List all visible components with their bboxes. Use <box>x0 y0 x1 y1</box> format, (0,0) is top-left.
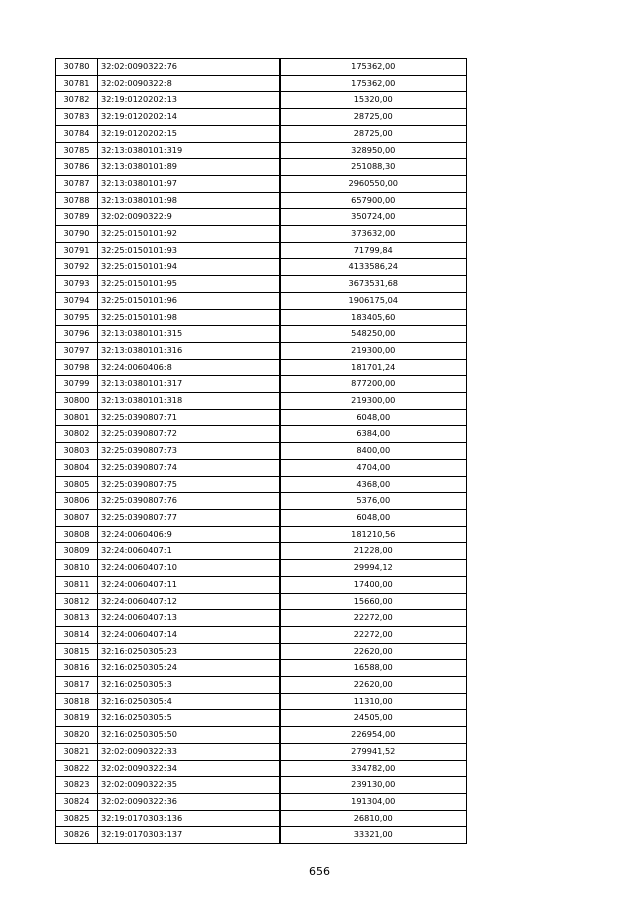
cadastral-number-cell: 32:24:0060407:12 <box>98 593 280 610</box>
cadastral-number-cell: 32:24:0060407:11 <box>98 576 280 593</box>
table-row <box>56 810 467 827</box>
table-row <box>56 342 467 359</box>
table-row <box>56 459 467 476</box>
cadastral-number-cell: 32:02:0090322:34 <box>98 760 280 777</box>
cadastral-number-cell: 32:19:0120202:14 <box>98 109 280 126</box>
value-cell: 181701,24 <box>280 359 467 376</box>
value-cell: 175362,00 <box>280 59 467 76</box>
table-row <box>56 493 467 510</box>
table-row <box>56 92 467 109</box>
row-number-cell: 30785 <box>56 142 98 159</box>
row-number-cell: 30824 <box>56 793 98 810</box>
row-number-cell: 30808 <box>56 526 98 543</box>
value-cell: 24505,00 <box>280 710 467 727</box>
value-cell: 33321,00 <box>280 827 467 844</box>
row-number-cell: 30825 <box>56 810 98 827</box>
table-row <box>56 509 467 526</box>
table-row <box>56 276 467 293</box>
cadastral-number-cell: 32:19:0170303:136 <box>98 810 280 827</box>
row-number-cell: 30788 <box>56 192 98 209</box>
value-cell: 26810,00 <box>280 810 467 827</box>
value-cell: 8400,00 <box>280 443 467 460</box>
cadastral-number-cell: 32:25:0150101:93 <box>98 242 280 259</box>
table-row <box>56 777 467 794</box>
data-table <box>55 58 467 844</box>
row-number-cell: 30806 <box>56 493 98 510</box>
cadastral-number-cell: 32:02:0090322:33 <box>98 743 280 760</box>
row-number-cell: 30787 <box>56 175 98 192</box>
table-row <box>56 626 467 643</box>
row-number-cell: 30798 <box>56 359 98 376</box>
table-row <box>56 543 467 560</box>
value-cell: 1906175,04 <box>280 292 467 309</box>
value-cell: 328950,00 <box>280 142 467 159</box>
row-number-cell: 30790 <box>56 226 98 243</box>
cadastral-number-cell: 32:25:0150101:94 <box>98 259 280 276</box>
table-row <box>56 109 467 126</box>
cadastral-number-cell: 32:25:0390807:72 <box>98 426 280 443</box>
cadastral-number-cell: 32:02:0090322:36 <box>98 793 280 810</box>
table-row <box>56 393 467 410</box>
row-number-cell: 30821 <box>56 743 98 760</box>
value-cell: 183405,60 <box>280 309 467 326</box>
table-row <box>56 226 467 243</box>
table-row <box>56 576 467 593</box>
table-row <box>56 793 467 810</box>
cadastral-number-cell: 32:25:0150101:92 <box>98 226 280 243</box>
page-number: 656 <box>309 865 330 878</box>
row-number-cell: 30802 <box>56 426 98 443</box>
cadastral-number-cell: 32:25:0390807:75 <box>98 476 280 493</box>
value-cell: 4704,00 <box>280 459 467 476</box>
table-row <box>56 359 467 376</box>
value-cell: 6384,00 <box>280 426 467 443</box>
cadastral-number-cell: 32:25:0390807:76 <box>98 493 280 510</box>
row-number-cell: 30793 <box>56 276 98 293</box>
cadastral-number-cell: 32:24:0060406:8 <box>98 359 280 376</box>
value-cell: 226954,00 <box>280 727 467 744</box>
value-cell: 28725,00 <box>280 125 467 142</box>
table-row <box>56 760 467 777</box>
row-number-cell: 30799 <box>56 376 98 393</box>
row-number-cell: 30816 <box>56 660 98 677</box>
row-number-cell: 30789 <box>56 209 98 226</box>
value-cell: 877200,00 <box>280 376 467 393</box>
row-number-cell: 30813 <box>56 610 98 627</box>
cadastral-number-cell: 32:25:0150101:98 <box>98 309 280 326</box>
cadastral-number-cell: 32:16:0250305:23 <box>98 643 280 660</box>
cadastral-number-cell: 32:13:0380101:319 <box>98 142 280 159</box>
row-number-cell: 30810 <box>56 560 98 577</box>
row-number-cell: 30817 <box>56 677 98 694</box>
value-cell: 239130,00 <box>280 777 467 794</box>
value-cell: 219300,00 <box>280 393 467 410</box>
cadastral-number-cell: 32:24:0060406:9 <box>98 526 280 543</box>
row-number-cell: 30796 <box>56 326 98 343</box>
table-row <box>56 242 467 259</box>
value-cell: 175362,00 <box>280 75 467 92</box>
cadastral-number-cell: 32:25:0390807:73 <box>98 443 280 460</box>
cadastral-number-cell: 32:24:0060407:1 <box>98 543 280 560</box>
value-cell: 15660,00 <box>280 593 467 610</box>
cadastral-number-cell: 32:19:0120202:13 <box>98 92 280 109</box>
row-number-cell: 30781 <box>56 75 98 92</box>
value-cell: 15320,00 <box>280 92 467 109</box>
table-row <box>56 827 467 844</box>
table-row <box>56 409 467 426</box>
table-row <box>56 175 467 192</box>
value-cell: 71799,84 <box>280 242 467 259</box>
value-cell: 22272,00 <box>280 610 467 627</box>
table-row <box>56 159 467 176</box>
value-cell: 6048,00 <box>280 409 467 426</box>
row-number-cell: 30807 <box>56 509 98 526</box>
row-number-cell: 30800 <box>56 393 98 410</box>
value-cell: 350724,00 <box>280 209 467 226</box>
table-row <box>56 309 467 326</box>
value-cell: 28725,00 <box>280 109 467 126</box>
cadastral-number-cell: 32:19:0170303:137 <box>98 827 280 844</box>
value-cell: 6048,00 <box>280 509 467 526</box>
value-cell: 657900,00 <box>280 192 467 209</box>
row-number-cell: 30784 <box>56 125 98 142</box>
cadastral-number-cell: 32:13:0380101:317 <box>98 376 280 393</box>
row-number-cell: 30782 <box>56 92 98 109</box>
row-number-cell: 30809 <box>56 543 98 560</box>
cadastral-number-cell: 32:02:0090322:76 <box>98 59 280 76</box>
cadastral-number-cell: 32:25:0390807:71 <box>98 409 280 426</box>
cadastral-number-cell: 32:25:0150101:96 <box>98 292 280 309</box>
value-cell: 29994,12 <box>280 560 467 577</box>
cadastral-number-cell: 32:24:0060407:14 <box>98 626 280 643</box>
value-cell: 4133586,24 <box>280 259 467 276</box>
cadastral-number-cell: 32:24:0060407:10 <box>98 560 280 577</box>
value-cell: 17400,00 <box>280 576 467 593</box>
value-cell: 11310,00 <box>280 693 467 710</box>
cadastral-number-cell: 32:13:0380101:318 <box>98 393 280 410</box>
table-row <box>56 59 467 76</box>
value-cell: 4368,00 <box>280 476 467 493</box>
value-cell: 22620,00 <box>280 677 467 694</box>
table-row <box>56 75 467 92</box>
table-row <box>56 560 467 577</box>
cadastral-number-cell: 32:02:0090322:35 <box>98 777 280 794</box>
cadastral-number-cell: 32:16:0250305:24 <box>98 660 280 677</box>
value-cell: 181210,56 <box>280 526 467 543</box>
table-row <box>56 476 467 493</box>
row-number-cell: 30826 <box>56 827 98 844</box>
value-cell: 334782,00 <box>280 760 467 777</box>
table-row <box>56 677 467 694</box>
table-row <box>56 376 467 393</box>
row-number-cell: 30780 <box>56 59 98 76</box>
table-row <box>56 443 467 460</box>
row-number-cell: 30797 <box>56 342 98 359</box>
row-number-cell: 30786 <box>56 159 98 176</box>
row-number-cell: 30792 <box>56 259 98 276</box>
value-cell: 191304,00 <box>280 793 467 810</box>
cadastral-number-cell: 32:13:0380101:316 <box>98 342 280 359</box>
table-row <box>56 209 467 226</box>
table-row <box>56 292 467 309</box>
cadastral-number-cell: 32:25:0390807:77 <box>98 509 280 526</box>
value-cell: 3673531,68 <box>280 276 467 293</box>
cadastral-number-cell: 32:02:0090322:9 <box>98 209 280 226</box>
cadastral-number-cell: 32:24:0060407:13 <box>98 610 280 627</box>
table-row <box>56 125 467 142</box>
cadastral-number-cell: 32:25:0390807:74 <box>98 459 280 476</box>
cadastral-number-cell: 32:16:0250305:50 <box>98 727 280 744</box>
row-number-cell: 30804 <box>56 459 98 476</box>
row-number-cell: 30794 <box>56 292 98 309</box>
value-cell: 2960550,00 <box>280 175 467 192</box>
value-cell: 5376,00 <box>280 493 467 510</box>
table-row <box>56 593 467 610</box>
table-row <box>56 259 467 276</box>
table-row <box>56 610 467 627</box>
table-row <box>56 743 467 760</box>
cadastral-number-cell: 32:16:0250305:5 <box>98 710 280 727</box>
row-number-cell: 30803 <box>56 443 98 460</box>
table-row <box>56 326 467 343</box>
row-number-cell: 30820 <box>56 727 98 744</box>
row-number-cell: 30819 <box>56 710 98 727</box>
value-cell: 373632,00 <box>280 226 467 243</box>
table-row <box>56 526 467 543</box>
table-row <box>56 710 467 727</box>
row-number-cell: 30822 <box>56 760 98 777</box>
row-number-cell: 30823 <box>56 777 98 794</box>
row-number-cell: 30815 <box>56 643 98 660</box>
value-cell: 251088,30 <box>280 159 467 176</box>
cadastral-number-cell: 32:02:0090322:8 <box>98 75 280 92</box>
row-number-cell: 30801 <box>56 409 98 426</box>
cadastral-number-cell: 32:13:0380101:89 <box>98 159 280 176</box>
value-cell: 16588,00 <box>280 660 467 677</box>
value-cell: 219300,00 <box>280 342 467 359</box>
cadastral-number-cell: 32:19:0120202:15 <box>98 125 280 142</box>
table-body <box>56 59 467 844</box>
table-row <box>56 693 467 710</box>
row-number-cell: 30795 <box>56 309 98 326</box>
row-number-cell: 30814 <box>56 626 98 643</box>
cadastral-number-cell: 32:13:0380101:97 <box>98 175 280 192</box>
table-row <box>56 660 467 677</box>
row-number-cell: 30783 <box>56 109 98 126</box>
row-number-cell: 30805 <box>56 476 98 493</box>
value-cell: 21228,00 <box>280 543 467 560</box>
row-number-cell: 30791 <box>56 242 98 259</box>
table-row <box>56 192 467 209</box>
cadastral-number-cell: 32:13:0380101:98 <box>98 192 280 209</box>
value-cell: 22620,00 <box>280 643 467 660</box>
table-row <box>56 643 467 660</box>
cadastral-number-cell: 32:25:0150101:95 <box>98 276 280 293</box>
table-row <box>56 142 467 159</box>
cadastral-number-cell: 32:13:0380101:315 <box>98 326 280 343</box>
value-cell: 22272,00 <box>280 626 467 643</box>
row-number-cell: 30818 <box>56 693 98 710</box>
table-row <box>56 727 467 744</box>
row-number-cell: 30811 <box>56 576 98 593</box>
value-cell: 548250,00 <box>280 326 467 343</box>
row-number-cell: 30812 <box>56 593 98 610</box>
value-cell: 279941,52 <box>280 743 467 760</box>
cadastral-number-cell: 32:16:0250305:3 <box>98 677 280 694</box>
cadastral-number-cell: 32:16:0250305:4 <box>98 693 280 710</box>
table-row <box>56 426 467 443</box>
